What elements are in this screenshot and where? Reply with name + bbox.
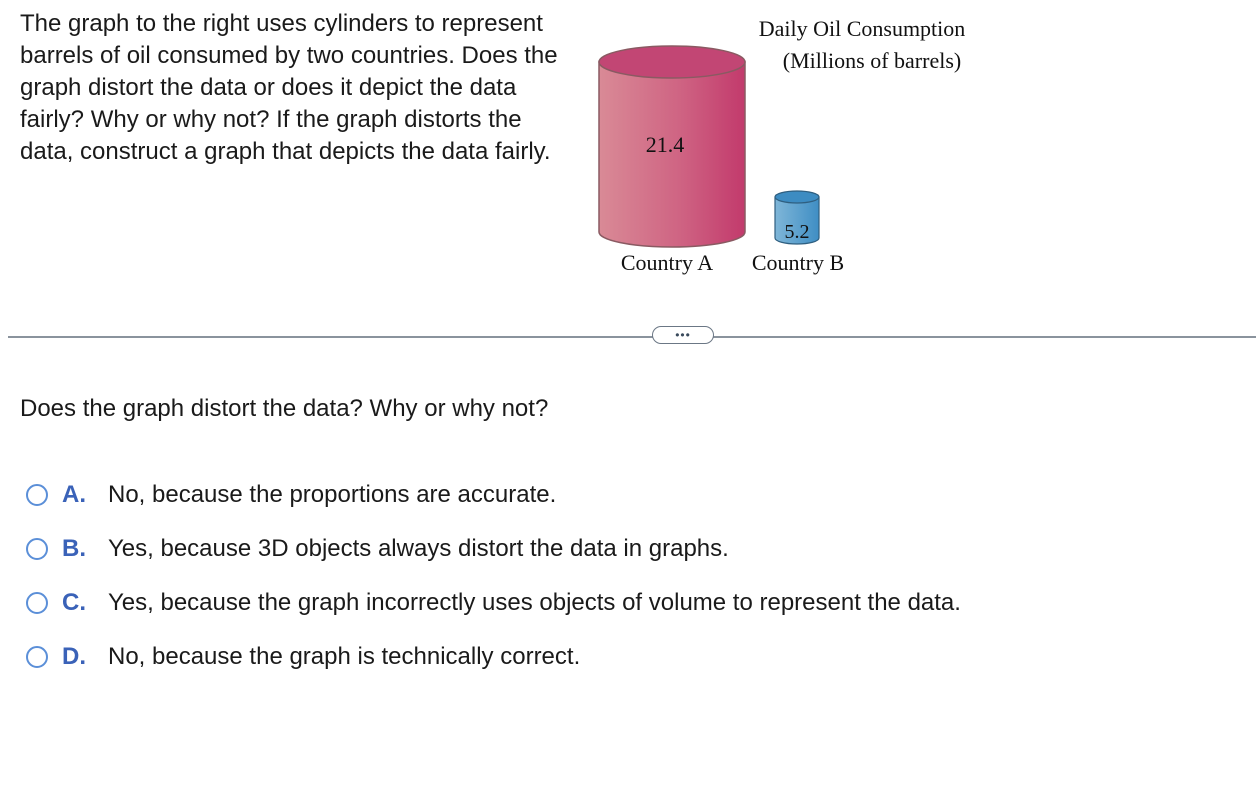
option-c[interactable] <box>24 576 961 630</box>
value-label-country-b: 5.2 <box>784 221 810 243</box>
question-prompt: The graph to the right uses cylinders to represent barrels of oil consumed by two countries. Does the graph distort the data or does it depict the data fairly? Why or why not? If the graph distorts the data, construct a graph that depicts the data fairly. <box>20 10 558 165</box>
option-letter: C. <box>62 589 86 616</box>
section-divider <box>8 336 1256 338</box>
option-text: Yes, because the graph incorrectly uses objects of volume to represent the data. <box>108 589 961 616</box>
sub-question: Does the graph distort the data? Why or why not? <box>20 395 549 422</box>
option-text: No, because the graph is technically correct. <box>108 643 581 670</box>
radio-button-a[interactable] <box>26 484 48 506</box>
expand-more-button[interactable]: ••• <box>652 326 714 344</box>
option-text: Yes, because 3D objects always distort the data in graphs. <box>108 535 729 562</box>
category-label-country-a: Country A <box>620 250 714 275</box>
option-a[interactable] <box>24 468 961 522</box>
option-letter: B. <box>62 535 86 562</box>
chart-title: Daily Oil Consumption <box>758 16 966 41</box>
option-letter: A. <box>62 481 86 508</box>
option-text: No, because the proportions are accurate. <box>108 481 557 508</box>
option-d[interactable] <box>24 630 961 684</box>
answer-options <box>24 468 961 684</box>
chart-subtitle: (Millions of barrels) <box>782 48 962 73</box>
option-b[interactable] <box>24 522 961 576</box>
option-letter: D. <box>62 643 86 670</box>
value-label-country-a: 21.4 <box>645 132 685 157</box>
category-label-country-b: Country B <box>751 250 845 275</box>
oil-consumption-chart <box>0 0 1256 300</box>
radio-button-d[interactable] <box>26 646 48 668</box>
radio-button-b[interactable] <box>26 538 48 560</box>
radio-button-c[interactable] <box>26 592 48 614</box>
